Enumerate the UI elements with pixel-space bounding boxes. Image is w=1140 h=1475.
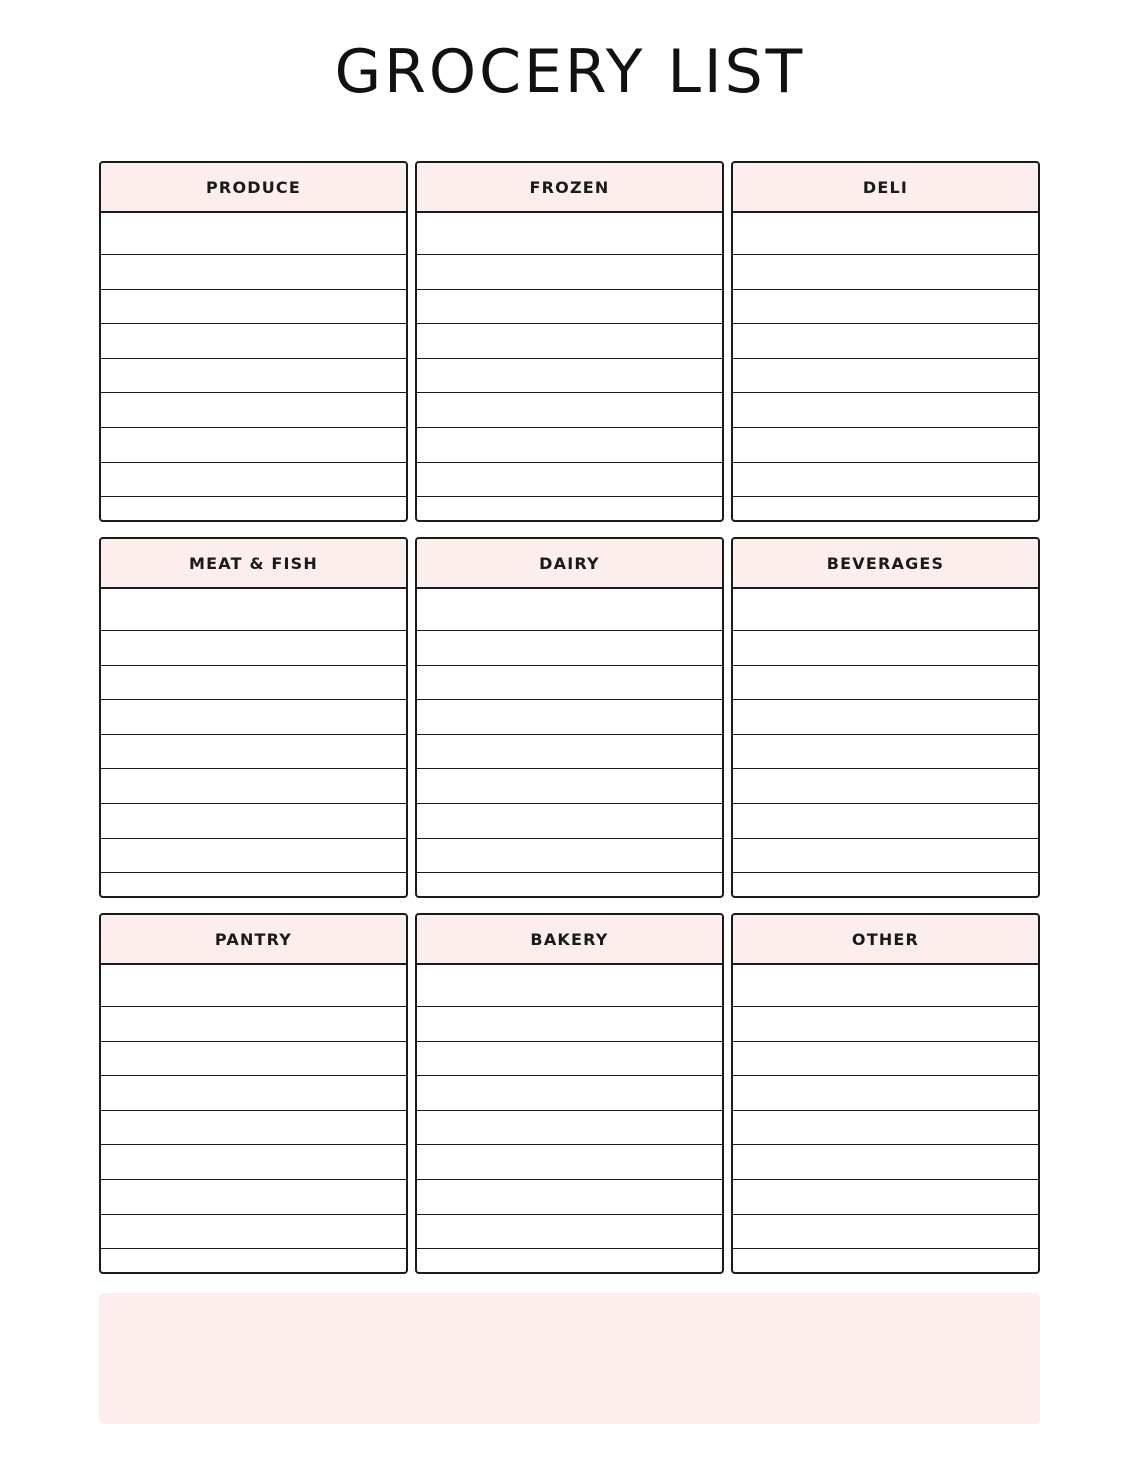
section-lines[interactable]: [417, 589, 722, 898]
list-line[interactable]: [101, 255, 406, 290]
list-line[interactable]: [101, 589, 406, 631]
section-header: MEAT & FISH: [101, 539, 406, 589]
list-line[interactable]: [101, 1249, 406, 1274]
list-line[interactable]: [417, 359, 722, 394]
list-line[interactable]: [733, 589, 1038, 631]
list-line[interactable]: [733, 1111, 1038, 1146]
list-line[interactable]: [733, 965, 1038, 1007]
list-line[interactable]: [101, 1007, 406, 1042]
list-line[interactable]: [733, 428, 1038, 463]
section-frozen: [415, 161, 724, 522]
list-line[interactable]: [733, 497, 1038, 522]
list-line[interactable]: [417, 324, 722, 359]
list-line[interactable]: [733, 324, 1038, 359]
list-line[interactable]: [101, 873, 406, 898]
list-line[interactable]: [101, 359, 406, 394]
list-line[interactable]: [733, 1249, 1038, 1274]
list-line[interactable]: [101, 804, 406, 839]
list-line[interactable]: [101, 324, 406, 359]
list-line[interactable]: [101, 497, 406, 522]
list-line[interactable]: [101, 735, 406, 770]
list-line[interactable]: [417, 873, 722, 898]
list-line[interactable]: [101, 631, 406, 666]
list-line[interactable]: [733, 700, 1038, 735]
list-line[interactable]: [101, 666, 406, 701]
list-line[interactable]: [101, 1215, 406, 1250]
section-header: BEVERAGES: [733, 539, 1038, 589]
section-dairy: [415, 537, 724, 898]
list-line[interactable]: [417, 666, 722, 701]
page-title: GROCERY LIST: [334, 37, 806, 107]
list-line[interactable]: [733, 631, 1038, 666]
list-line[interactable]: [417, 735, 722, 770]
section-lines[interactable]: [417, 965, 722, 1274]
list-line[interactable]: [417, 1145, 722, 1180]
list-line[interactable]: [101, 1145, 406, 1180]
list-line[interactable]: [733, 769, 1038, 804]
list-line[interactable]: [733, 290, 1038, 325]
list-line[interactable]: [101, 1042, 406, 1077]
list-line[interactable]: [417, 1111, 722, 1146]
list-line[interactable]: [417, 769, 722, 804]
list-line[interactable]: [733, 255, 1038, 290]
section-header: PANTRY: [101, 915, 406, 965]
section-lines[interactable]: [733, 965, 1038, 1274]
section-deli: [731, 161, 1040, 522]
list-line[interactable]: [417, 589, 722, 631]
list-line[interactable]: [733, 839, 1038, 874]
list-line[interactable]: [733, 359, 1038, 394]
list-line[interactable]: [417, 290, 722, 325]
list-line[interactable]: [417, 213, 722, 255]
list-line[interactable]: [417, 1180, 722, 1215]
list-line[interactable]: [417, 497, 722, 522]
list-line[interactable]: [733, 1145, 1038, 1180]
section-lines[interactable]: [733, 213, 1038, 522]
list-line[interactable]: [417, 1076, 722, 1111]
list-line[interactable]: [101, 1111, 406, 1146]
section-beverages: [731, 537, 1040, 898]
list-line[interactable]: [417, 631, 722, 666]
list-line[interactable]: [101, 839, 406, 874]
list-line[interactable]: [101, 700, 406, 735]
list-line[interactable]: [101, 428, 406, 463]
list-line[interactable]: [101, 1076, 406, 1111]
section-pantry: [99, 913, 408, 1274]
list-line[interactable]: [417, 1249, 722, 1274]
list-line[interactable]: [417, 1215, 722, 1250]
list-line[interactable]: [733, 393, 1038, 428]
list-line[interactable]: [101, 965, 406, 1007]
section-header: OTHER: [733, 915, 1038, 965]
notes-box[interactable]: [99, 1293, 1040, 1424]
list-line[interactable]: [733, 666, 1038, 701]
list-line[interactable]: [733, 1007, 1038, 1042]
list-line[interactable]: [733, 213, 1038, 255]
section-header: FROZEN: [417, 163, 722, 213]
list-line[interactable]: [417, 463, 722, 498]
section-header: PRODUCE: [101, 163, 406, 213]
list-line[interactable]: [417, 393, 722, 428]
list-line[interactable]: [733, 873, 1038, 898]
list-line[interactable]: [733, 1076, 1038, 1111]
section-header: DELI: [733, 163, 1038, 213]
list-line[interactable]: [101, 393, 406, 428]
list-line[interactable]: [101, 769, 406, 804]
section-lines[interactable]: [733, 589, 1038, 898]
section-lines[interactable]: [101, 589, 406, 898]
list-line[interactable]: [417, 700, 722, 735]
list-line[interactable]: [101, 213, 406, 255]
section-header: DAIRY: [417, 539, 722, 589]
section-other: [731, 913, 1040, 1274]
list-line[interactable]: [417, 839, 722, 874]
section-lines[interactable]: [417, 213, 722, 522]
section-lines[interactable]: [101, 213, 406, 522]
list-line[interactable]: [101, 290, 406, 325]
list-line[interactable]: [733, 1042, 1038, 1077]
section-bakery: [415, 913, 724, 1274]
list-line[interactable]: [417, 1042, 722, 1077]
list-line[interactable]: [417, 428, 722, 463]
list-line[interactable]: [733, 804, 1038, 839]
list-line[interactable]: [733, 1215, 1038, 1250]
list-line[interactable]: [733, 463, 1038, 498]
list-line[interactable]: [101, 1180, 406, 1215]
section-produce: [99, 161, 408, 522]
section-meat-fish: [99, 537, 408, 898]
list-line[interactable]: [417, 804, 722, 839]
list-line[interactable]: [417, 1007, 722, 1042]
list-line[interactable]: [733, 735, 1038, 770]
section-lines[interactable]: [101, 965, 406, 1274]
sections-grid: [99, 161, 1041, 1274]
section-header: BAKERY: [417, 915, 722, 965]
list-line[interactable]: [733, 1180, 1038, 1215]
list-line[interactable]: [101, 463, 406, 498]
list-line[interactable]: [417, 255, 722, 290]
list-line[interactable]: [417, 965, 722, 1007]
